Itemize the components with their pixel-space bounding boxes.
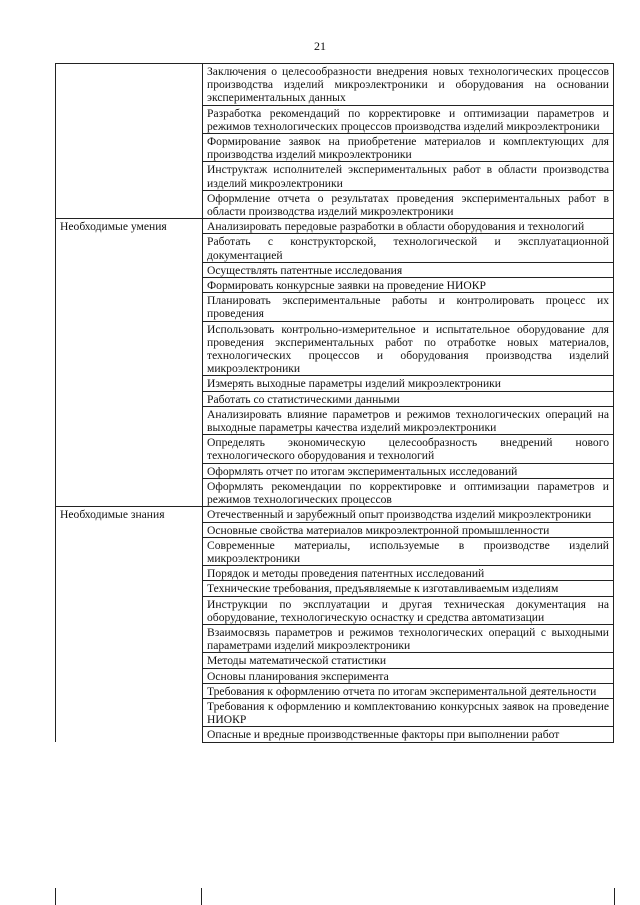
competency-table (55, 63, 614, 743)
table-cell-item: Работать с конструкторской, технологической и эксплуатационной документацией (203, 234, 614, 262)
table-cell-item: Отечественный и зарубежный опыт производства изделий микроэлектроники (203, 507, 614, 522)
table-cell-item: Требования к оформлению отчета по итогам экспериментальной деятельности (203, 683, 614, 698)
table-cell-item: Основы планирования эксперимента (203, 668, 614, 683)
table-continuation (55, 888, 615, 905)
table-cell-item: Анализировать передовые разработки в области оборудования и технологий (203, 219, 614, 234)
table-cell-item: Планировать экспериментальные работы и контролировать процесс их проведения (203, 293, 614, 321)
section-label (56, 64, 203, 219)
table-cell-item: Определять экономическую целесообразность внедрений нового технологического оборудования и технологий (203, 435, 614, 463)
table-cell-item: Методы математической статистики (203, 653, 614, 668)
table-cell-item: Измерять выходные параметры изделий микроэлектроники (203, 376, 614, 391)
table-cell-item: Оформление отчета о результатах проведения экспериментальных работ в области производства изделий микроэлектроники (203, 190, 614, 218)
table-cell-item: Формировать конкурсные заявки на проведение НИОКР (203, 278, 614, 293)
table-cell-item: Разработка рекомендаций по корректировке и оптимизации параметров и режимов технологических процессов производства изделий микроэлектроники (203, 105, 614, 133)
table-cell-item: Заключения о целесообразности внедрения новых технологических процессов производства изделий микроэлектроники и оборудования на основании экспериментальных данных (203, 64, 614, 106)
table-cell-item: Требования к оформлению и комплектованию конкурсных заявок на проведение НИОКР (203, 698, 614, 726)
table-cell-item: Оформлять рекомендации по корректировке и оптимизации параметров и режимов технологических процессов (203, 478, 614, 506)
table-cell-item: Взаимосвязь параметров и режимов технологических операций с выходными параметрами изделий микроэлектроники (203, 624, 614, 652)
table-row (56, 219, 614, 234)
section-label: Необходимые знания (56, 507, 203, 742)
table-cell-item: Работать со статистическими данными (203, 391, 614, 406)
table-cell-item: Основные свойства материалов микроэлектронной промышленности (203, 522, 614, 537)
table-cell-item: Опасные и вредные производственные факторы при выполнении работ (203, 727, 614, 742)
table-cell-item: Инструкции по эксплуатации и другая техническая документация на оборудование, технологическую оснастку и средства автоматизации (203, 596, 614, 624)
table-cell-item: Порядок и методы проведения патентных исследований (203, 566, 614, 581)
table-row (56, 64, 614, 106)
table-cell-item: Использовать контрольно-измерительное и испытательное оборудование для проведения экспериментальных работ по отработке новых материалов, технологических процессов и оборудования производства изделий микроэлектроники (203, 321, 614, 376)
table-cell-item: Технические требования, предъявляемые к изготавливаемым изделиям (203, 581, 614, 596)
table-cell-item: Осуществлять патентные исследования (203, 262, 614, 277)
table-cell-item: Современные материалы, используемые в производстве изделий микроэлектроники (203, 537, 614, 565)
section-label: Необходимые умения (56, 219, 203, 507)
page-number: 21 (314, 39, 326, 53)
table-cell-item: Анализировать влияние параметров и режимов технологических операций на выходные параметры качества изделий микроэлектроники (203, 406, 614, 434)
table-cell-item: Инструктаж исполнителей экспериментальных работ в области производства изделий микроэлектроники (203, 162, 614, 190)
table-row (56, 507, 614, 522)
table-cell-item: Формирование заявок на приобретение материалов и комплектующих для производства изделий микроэлектроники (203, 134, 614, 162)
table-cell-item: Оформлять отчет по итогам экспериментальных исследований (203, 463, 614, 478)
